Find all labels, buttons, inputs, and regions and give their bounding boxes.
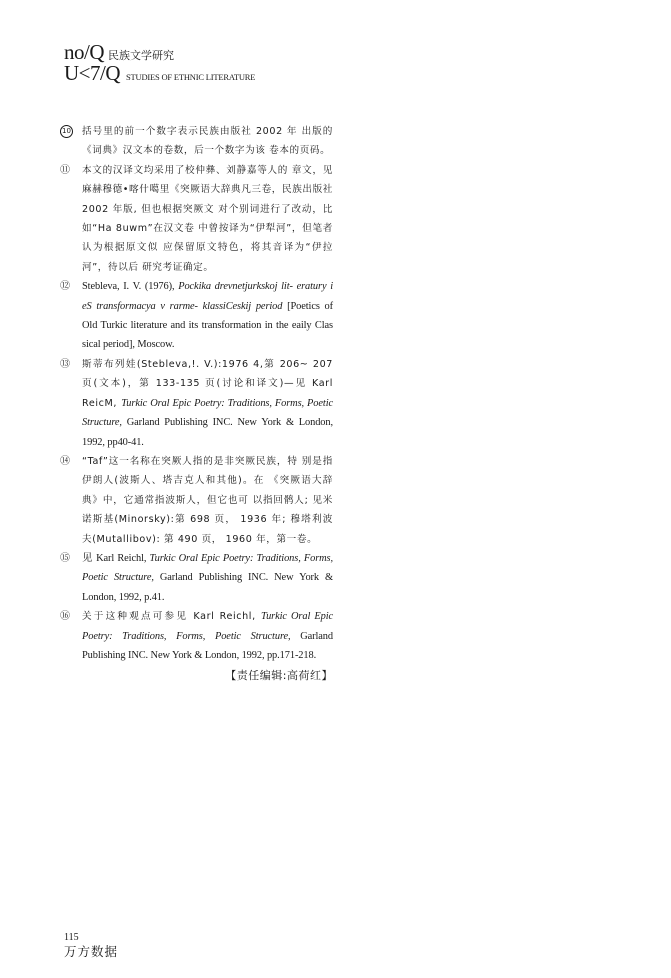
endnote-text-segment: Turkic Oral Epic Poetry: Traditions, Forms, Poetic Structure,	[82, 611, 333, 642]
endnote-text-segment: Stebleva, I. V. (1976),	[82, 281, 179, 293]
endnote-14	[60, 452, 333, 549]
endnote-11	[60, 161, 333, 277]
header-code-2: U<7/Q	[64, 61, 121, 85]
endnote-text-segment: 见 Karl Reichl,	[82, 552, 150, 564]
endnote-12	[60, 277, 333, 355]
endnote-text-segment: 斯蒂布列娃(Stebleva,!. V.):1976 4,第 206~ 207 页(文本)，第 133-135 页(讨论和译文)—见 Karl ReicM,	[82, 358, 333, 409]
endnote-marker: 10	[60, 125, 73, 138]
editor-credit: 【责任编辑:高荷红】	[225, 669, 333, 683]
endnote-text-segment: Pockika drevnetjurkskoj lit- eratury i eS transformacya v rarme- klassiCeskij period	[82, 281, 333, 312]
endnote-text-segment: 关于这种观点可参见 Karl Reichl,	[82, 611, 261, 623]
endnote-text-segment: [Poetics of Old Turkic literature and its transformation in the eaily Clas sical period], Moscow.	[82, 300, 333, 351]
journal-title-cn: 民族文学研究	[108, 49, 174, 62]
page-number: 115	[64, 932, 79, 943]
endnote-text-segment: Garland Publishing INC. New York & London, 1992, p.41.	[82, 572, 333, 603]
endnote-marker: ⑬	[60, 358, 70, 370]
endnote-15	[60, 549, 333, 607]
endnote-marker: ⑪	[60, 164, 70, 176]
journal-header	[64, 40, 364, 86]
endnote-list	[60, 122, 333, 665]
watermark-text: 万方数据	[64, 944, 119, 959]
endnote-marker: ⑭	[60, 455, 70, 467]
endnote-10	[60, 122, 333, 161]
endnote-marker: ⑮	[60, 552, 70, 564]
endnote-text-segment: Garland Publishing INC. New York & London, 1992, pp40-41.	[82, 417, 333, 448]
endnote-16	[60, 607, 333, 665]
endnote-marker: ⑫	[60, 281, 70, 293]
endnote-marker: ⑯	[60, 611, 70, 623]
header-code-1: no/Q	[64, 40, 104, 64]
endnote-text-segment: 本文的汉译文均采用了校仲彝、刘静嘉等人的 章文，见麻赫穆德•喀什噶里《突厥语大辞典凡三卷，民族出版社 2002 年版, 但也根据突厥文 对个别词进行了改动，比如“Ha 8uwm”在汉文卷 中曾按译为“伊犁河”，但笔者认为根据原文似 应保留原文特色，将其音译为“伊拉河”，待以后 研究考证确定。	[82, 164, 333, 273]
page-footer	[64, 932, 118, 960]
endnote-text-segment: Garland Publishing INC. New York & London, 1992, pp.171-218.	[82, 630, 333, 661]
endnote-text-segment: 括号里的前一个数字表示民族由版社 2002 年 出版的《词典》汉文本的卷数，后一个数字为该 卷本的页码。	[82, 126, 333, 157]
endnote-13	[60, 355, 333, 452]
header-line-2	[64, 61, 364, 86]
endnotes	[60, 122, 333, 683]
endnote-text-segment: Turkic Oral Epic Poetry: Traditions, Forms, Poetic Structure,	[82, 397, 334, 429]
journal-title-en: STUDIES OF ETHNIC LITERATURE	[126, 72, 256, 82]
endnote-text-segment: Turkic Oral Epic Poetry: Traditions, Forms, Poetic Structure,	[82, 552, 333, 584]
endnote-text-segment: “Taf”这一名称在突厥人指的是非突厥民族，特 别是指伊朗人(波斯人、塔吉克人和其他)。在 《突厥语大辞典》中，它通常指波斯人，但它也可 以指回鹘人; 见米诺斯基(Minorsky):第 698 页， 1936 年; 穆塔利波夫(Mutallibov): 第 490 页， 1960 年，第一卷。	[82, 455, 333, 545]
